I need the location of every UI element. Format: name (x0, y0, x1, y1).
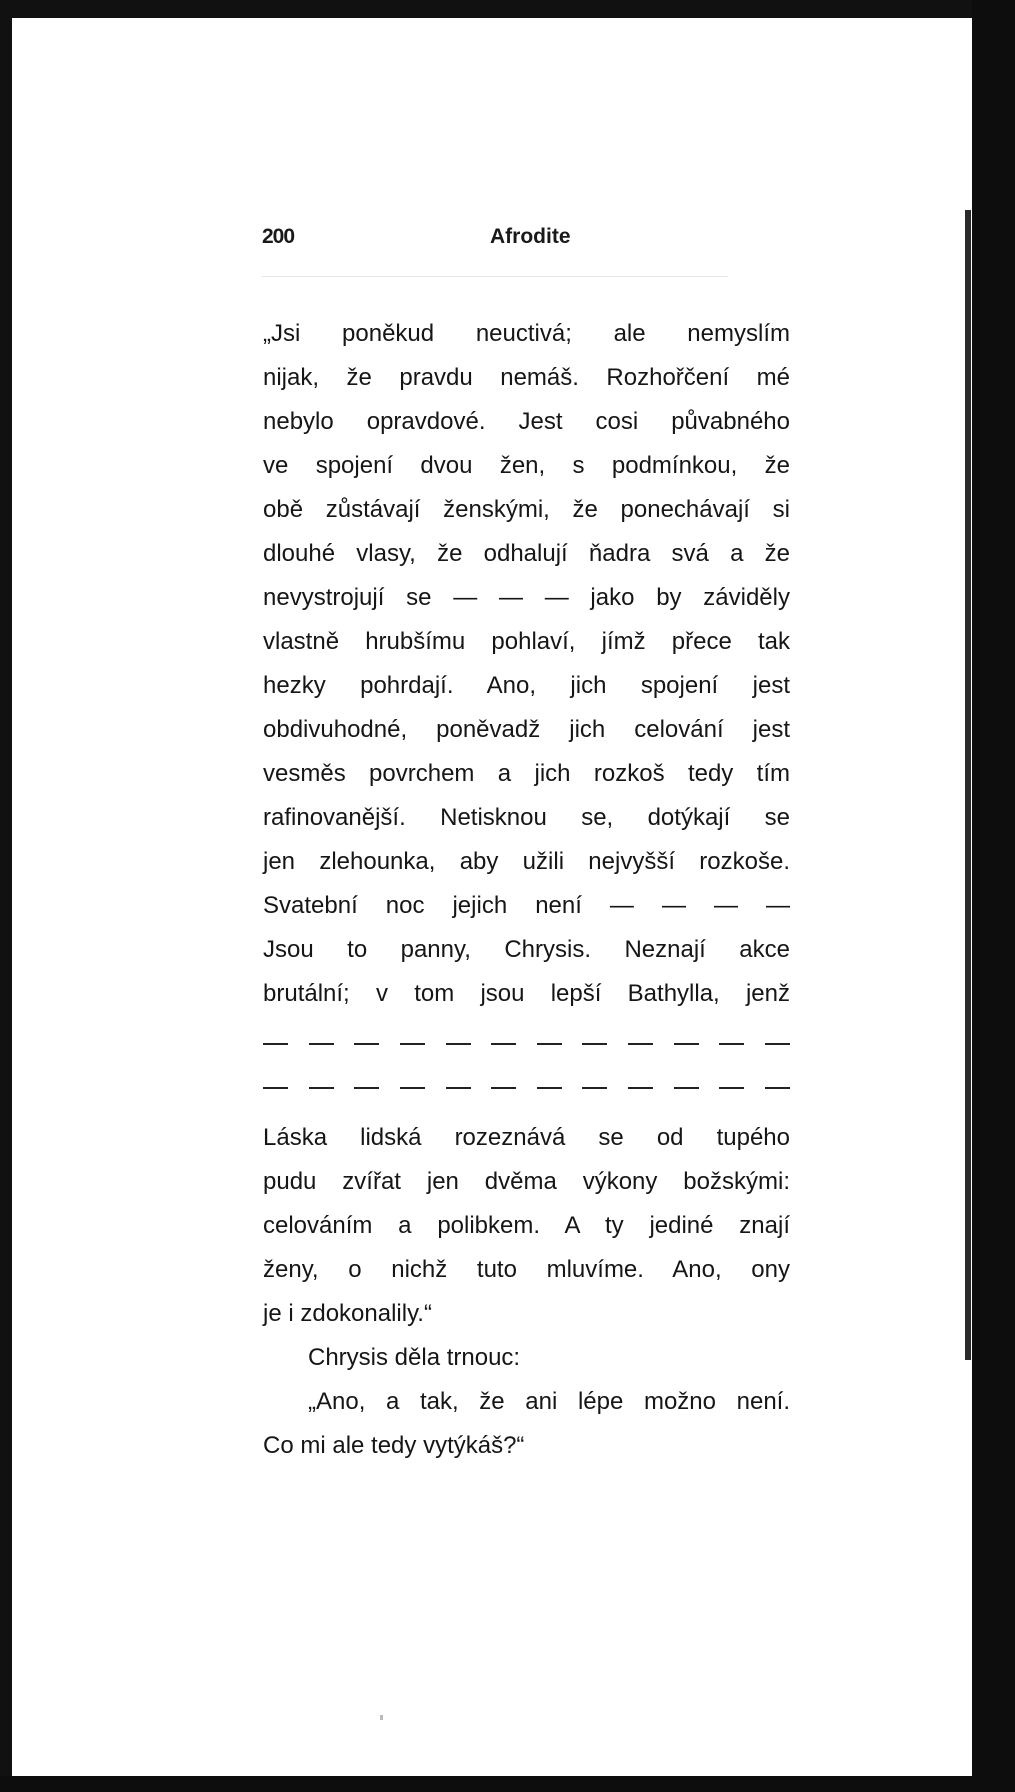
header-rule (262, 276, 728, 277)
body-line: dlouhé vlasy, že odhalují ňadra svá a že (263, 540, 790, 567)
body-line: Svatební noc jejich není — — — — (263, 892, 790, 919)
closing-line: Láska lidská rozeznává se od tupého (263, 1124, 790, 1151)
ellipsis-dash (309, 1043, 334, 1045)
body-line: nijak, že pravdu nemáš. Rozhořčení mé (263, 364, 790, 391)
closing-line: pudu zvířat jen dvěma výkony božskými: (263, 1168, 790, 1195)
body-line: rafinovanější. Netisknou se, dotýkají se (263, 804, 790, 831)
reply-line: „Ano, a tak, že ani lépe možno není. (308, 1388, 790, 1415)
body-line: nevystrojují se — — — jako by záviděly (263, 584, 790, 611)
ellipsis-dash (628, 1087, 653, 1089)
body-line: brutální; v tom jsou lepší Bathylla, jenž (263, 980, 790, 1007)
ellipsis-dash (765, 1043, 790, 1045)
body-line: nebylo opravdové. Jest cosi půvabného (263, 408, 790, 435)
ellipsis-dash (263, 1087, 288, 1089)
body-text (263, 312, 790, 1468)
running-title: Afrodite (490, 225, 571, 248)
ellipsis-dash (537, 1043, 562, 1045)
reply-line: Co mi ale tedy vytýkáš?“ (263, 1432, 525, 1459)
body-line: Jsou to panny, Chrysis. Neznají akce (263, 936, 790, 963)
ellipsis-dash-row (263, 1022, 790, 1066)
ellipsis-dash (628, 1043, 653, 1045)
narration-line: Chrysis děla trnouc: (308, 1344, 521, 1371)
body-line: jen zlehounka, aby užili nejvyšší rozkoše. (263, 848, 790, 875)
ellipsis-dash (765, 1087, 790, 1089)
ellipsis-dash (263, 1043, 288, 1045)
ellipsis-dash (309, 1087, 334, 1089)
scan-border-bottom (0, 1776, 1015, 1792)
running-header (262, 225, 792, 255)
body-line: „Jsi poněkud neuctivá; ale nemyslím (263, 320, 790, 347)
ellipsis-dash (537, 1087, 562, 1089)
body-line: hezky pohrdají. Ano, jich spojení jest (263, 672, 790, 699)
adjacent-page-edge (965, 210, 971, 1360)
ellipsis-dash (400, 1043, 425, 1045)
ellipsis-dash (491, 1043, 516, 1045)
scan-speck (380, 1715, 383, 1720)
ellipsis-dash (582, 1087, 607, 1089)
ellipsis-dash (719, 1087, 744, 1089)
body-line: obdivuhodné, poněvadž jich celování jest (263, 716, 790, 743)
scan-border-right (972, 0, 1015, 1792)
closing-line: ženy, o nichž tuto mluvíme. Ano, ony (263, 1256, 790, 1283)
ellipsis-dash (582, 1043, 607, 1045)
ellipsis-dash (674, 1087, 699, 1089)
body-line: vlastně hrubšímu pohlaví, jímž přece tak (263, 628, 790, 655)
body-line: vesměs povrchem a jich rozkoš tedy tím (263, 760, 790, 787)
ellipsis-dash-row (263, 1066, 790, 1110)
page-number: 200 (262, 225, 295, 248)
ellipsis-dash (674, 1043, 699, 1045)
closing-line: celováním a polibkem. A ty jediné znají (263, 1212, 790, 1239)
closing-line: je i zdokonalily.“ (263, 1300, 432, 1327)
ellipsis-dash (354, 1087, 379, 1089)
body-line: obě zůstávají ženskými, že ponechávají si (263, 496, 790, 523)
ellipsis-dash (446, 1043, 471, 1045)
ellipsis-dash (400, 1087, 425, 1089)
ellipsis-dash (354, 1043, 379, 1045)
body-line: ve spojení dvou žen, s podmínkou, že (263, 452, 790, 479)
ellipsis-dash (719, 1043, 744, 1045)
ellipsis-dash (491, 1087, 516, 1089)
ellipsis-dash (446, 1087, 471, 1089)
